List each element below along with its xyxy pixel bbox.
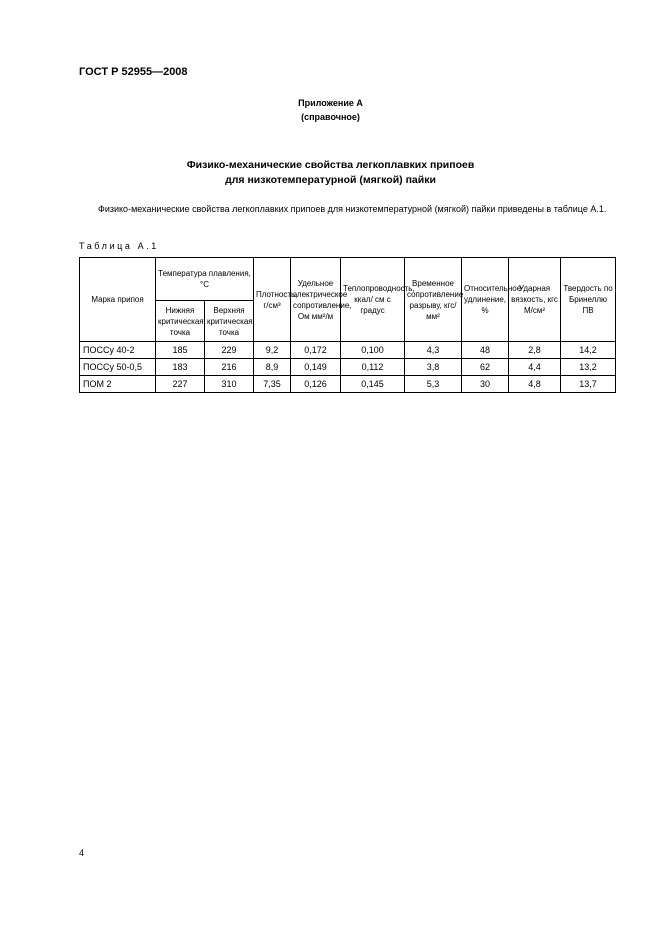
header-tensile: Временное сопротивление разрыву, кгс/мм² bbox=[405, 258, 462, 342]
cell-upper: 229 bbox=[205, 342, 254, 359]
header-grade: Марка припоя bbox=[80, 258, 156, 342]
table-row bbox=[80, 342, 616, 359]
header-resistivity: Удельное электрическое сопротивление, Ом мм²/м bbox=[291, 258, 341, 342]
header-elongation: Относительное удлинение, % bbox=[462, 258, 509, 342]
cell-conductivity: 0,145 bbox=[341, 376, 405, 393]
cell-resistivity: 0,126 bbox=[291, 376, 341, 393]
header-lower-point: Нижняя критическая точка bbox=[156, 301, 205, 342]
page-number: 4 bbox=[79, 848, 85, 858]
cell-impact: 4,8 bbox=[509, 376, 561, 393]
section-title-line-1: Физико-механические свойства легкоплавких припоев bbox=[186, 159, 475, 171]
header-impact: Ударная вязкость, кгс М/см² bbox=[509, 258, 561, 342]
cell-grade: ПОССу 40-2 bbox=[80, 342, 156, 359]
cell-elongation: 48 bbox=[462, 342, 509, 359]
cell-tensile: 5,3 bbox=[405, 376, 462, 393]
cell-tensile: 3,8 bbox=[405, 359, 462, 376]
cell-tensile: 4,3 bbox=[405, 342, 462, 359]
cell-conductivity: 0,112 bbox=[341, 359, 405, 376]
cell-lower: 183 bbox=[156, 359, 205, 376]
header-hardness: Твердость по Бринеллю ПВ bbox=[561, 258, 616, 342]
cell-resistivity: 0,149 bbox=[291, 359, 341, 376]
properties-table bbox=[79, 257, 616, 393]
intro-paragraph: Физико-механические свойства легкоплавких припоев для низкотемпературной (мягкой) пайки приведены в таблице А.1. bbox=[98, 204, 607, 214]
cell-upper: 216 bbox=[205, 359, 254, 376]
appendix-subtitle: (справочное) bbox=[301, 112, 360, 122]
cell-upper: 310 bbox=[205, 376, 254, 393]
cell-impact: 2,8 bbox=[509, 342, 561, 359]
section-title-line-2: для низкотемпературной (мягкой) пайки bbox=[225, 174, 436, 186]
appendix-heading bbox=[0, 96, 661, 124]
cell-lower: 185 bbox=[156, 342, 205, 359]
cell-impact: 4,4 bbox=[509, 359, 561, 376]
cell-grade: ПОССу 50-0,5 bbox=[80, 359, 156, 376]
header-conductivity: Теплопроводность, ккал/ см с градус bbox=[341, 258, 405, 342]
header-density: Плотность, г/см³ bbox=[254, 258, 291, 342]
cell-hardness: 13,7 bbox=[561, 376, 616, 393]
table-row bbox=[80, 376, 616, 393]
cell-elongation: 62 bbox=[462, 359, 509, 376]
cell-conductivity: 0,100 bbox=[341, 342, 405, 359]
cell-density: 8,9 bbox=[254, 359, 291, 376]
cell-density: 7,35 bbox=[254, 376, 291, 393]
table-row bbox=[80, 359, 616, 376]
cell-hardness: 13,2 bbox=[561, 359, 616, 376]
header-upper-point: Верхняя критическая точка bbox=[205, 301, 254, 342]
cell-grade: ПОМ 2 bbox=[80, 376, 156, 393]
header-melting: Температура плавления, °С bbox=[156, 258, 254, 301]
cell-density: 9,2 bbox=[254, 342, 291, 359]
section-title bbox=[0, 158, 661, 188]
table-caption: Таблица А.1 bbox=[79, 241, 159, 251]
document-number: ГОСТ Р 52955—2008 bbox=[79, 66, 188, 78]
appendix-title: Приложение А bbox=[298, 98, 363, 108]
cell-elongation: 30 bbox=[462, 376, 509, 393]
cell-resistivity: 0,172 bbox=[291, 342, 341, 359]
cell-hardness: 14,2 bbox=[561, 342, 616, 359]
cell-lower: 227 bbox=[156, 376, 205, 393]
